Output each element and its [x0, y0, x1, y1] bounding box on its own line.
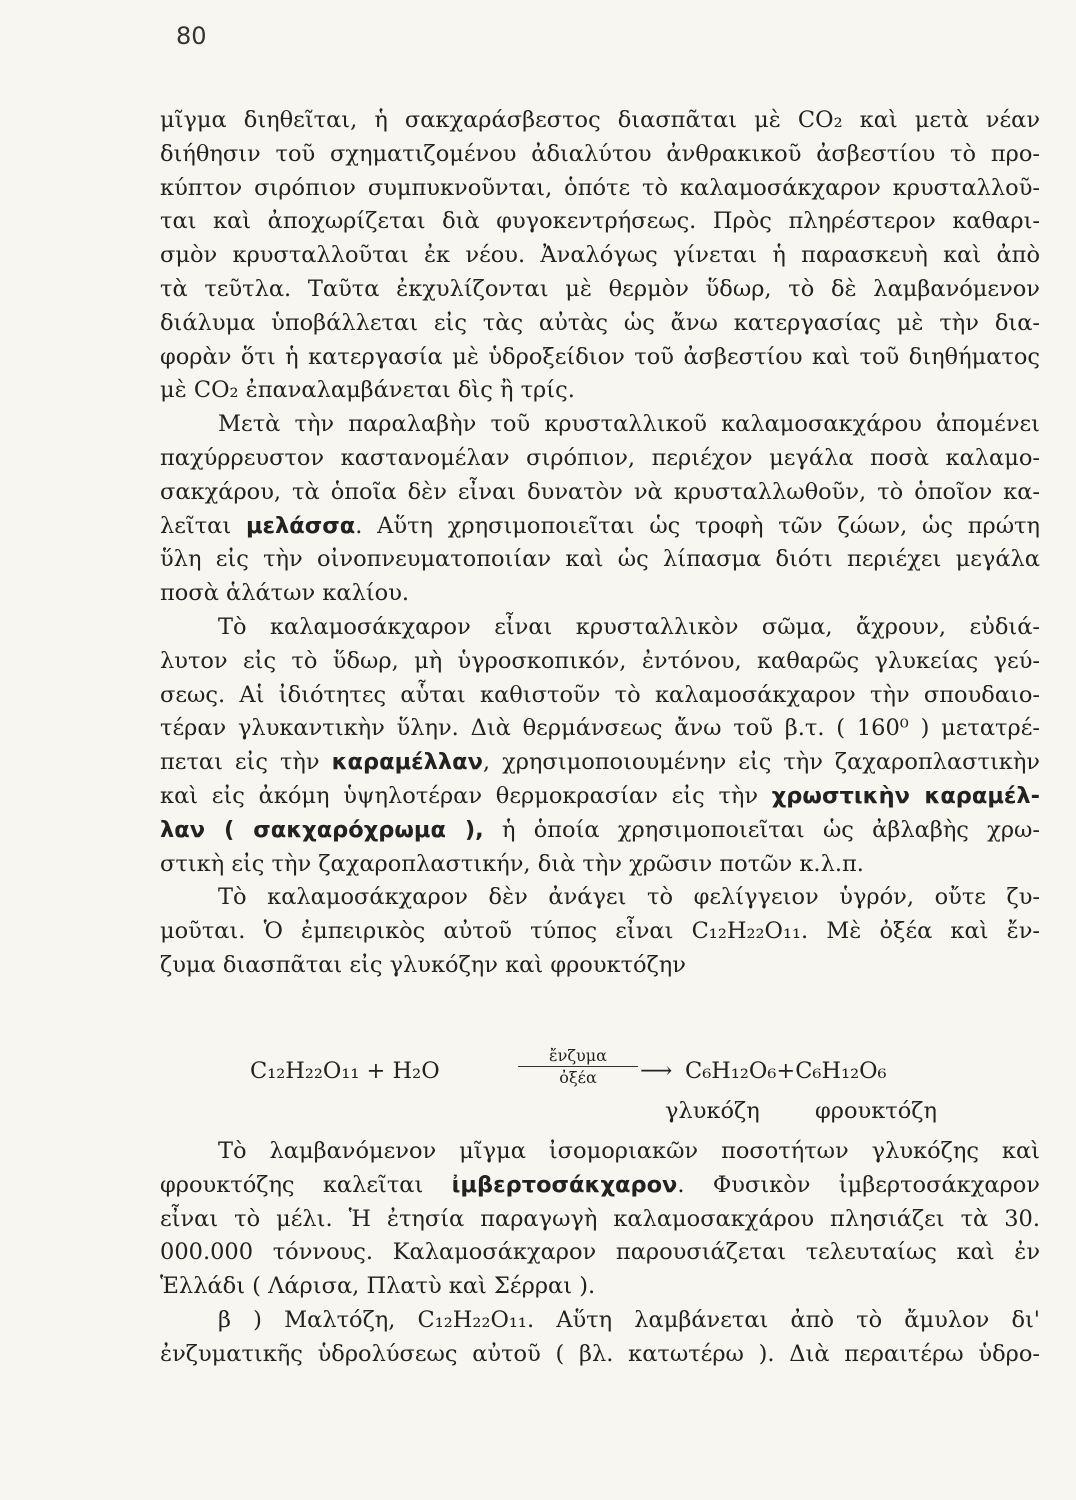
term-invert-sugar: ἰμβερτοσάκχαρον	[451, 1171, 678, 1198]
body-text-upper	[160, 104, 1040, 983]
text-line: ὕλη εἰς τὴν οἰνοπνευματοποιίαν καὶ ὡς λίπασμα διότι περιέχει μεγάλα	[160, 546, 1040, 573]
text-line: φρουκτόζης καλεῖται ἰμβερτοσάκχαρον. Φυσικὸν ἰμβερτοσάκχαρον	[160, 1171, 1040, 1198]
condition-enzyme: ἔνζυμα	[518, 1046, 638, 1067]
body-text-lower	[160, 1135, 1040, 1372]
text-line: λαν ( σακχαρόχρωμα ), ἡ ὁποία χρησιμοποιεῖται ὡς ἀβλαβὴς χρω-	[160, 816, 1040, 843]
text-line: ποσὰ ἁλάτων καλίου.	[160, 580, 410, 607]
text-line: Τὸ καλαμοσάκχαρον δὲν ἀνάγει τὸ φελίγγειον ὑγρόν, οὔτε ζυ-	[218, 884, 1040, 911]
equation-conditions	[518, 1046, 638, 1087]
equation-reactants: C₁₂H₂₂O₁₁ + H₂O	[250, 1058, 440, 1084]
text-line: Τὸ λαμβανόμενον μῖγμα ἰσομοριακῶν ποσοτήτων γλυκόζης καὶ	[218, 1138, 1040, 1164]
text-line: διήθησιν τοῦ σχηματιζομένου ἀδιαλύτου ἀνθρακικοῦ ἀσβεστίου τὸ προ-	[160, 140, 1040, 167]
equation-products: C₆H₁₂O₆+C₆H₁₂O₆	[685, 1058, 887, 1084]
text-line: ζυμα διασπᾶται εἰς γλυκόζην καὶ φρουκτόζην	[160, 951, 686, 978]
text-line: σακχάρου, τὰ ὁποῖα δὲν εἶναι δυνατὸν νὰ κρυσταλλωθοῦν, τὸ ὁποῖον κα-	[160, 478, 1040, 505]
reaction-arrow-icon: ⟶	[640, 1058, 673, 1084]
text-line: ἐνζυματικῆς ὑδρολύσεως αὐτοῦ ( βλ. κατωτέρω ). Διὰ περαιτέρω ὑδρο-	[160, 1340, 1040, 1367]
term-melassa: μελάσσα	[245, 512, 356, 539]
text-line: μῖγμα διηθεῖται, ἡ σακχαράσβεστος διασπᾶται μὲ CO₂ καὶ μετὰ νέαν	[160, 107, 1040, 133]
term-sakcharochroma: λαν ( σακχαρόχρωμα ),	[160, 816, 484, 843]
text-line: φορὰν ὅτι ἡ κατεργασία μὲ ὑδροξείδιον τοῦ ἀσβεστίου καὶ τοῦ διηθήματος	[160, 343, 1040, 370]
text-line: παχύρρευστον καστανομέλαν σιρόπιον, περιέχον μεγάλα ποσὰ καλαμο-	[160, 444, 1040, 471]
text-line: στικὴ εἰς τὴν ζαχαροπλαστικήν, διὰ τὴν χρῶσιν ποτῶν κ.λ.π.	[160, 850, 864, 877]
text-line: Μετὰ τὴν παραλαβὴν τοῦ κρυσταλλικοῦ καλαμοσακχάρου ἀπομένει	[218, 411, 1040, 438]
text-line: Ἑλλάδι ( Λάρισα, Πλατὺ καὶ Σέρραι ).	[160, 1273, 596, 1300]
text-line: τὰ τεῦτλα. Ταῦτα ἐκχυλίζονται μὲ θερμὸν ὕδωρ, τὸ δὲ λαμβανόμενον	[160, 275, 1040, 302]
product-name-fructose: φρουκτόζη	[815, 1098, 937, 1124]
product-name-glucose: γλυκόζη	[665, 1098, 760, 1124]
text-line: β ) Μαλτόζη, C₁₂H₂₂O₁₁. Αὕτη λαμβάνεται ἀπὸ τὸ ἄμυλον δι'	[218, 1306, 1040, 1333]
text-line: λεῖται μελάσσα. Αὕτη χρησιμοποιεῖται ὡς τροφὴ τῶν ζώων, ὡς πρώτη	[160, 512, 1040, 539]
text-line: πεται εἰς τὴν καραμέλλαν, χρησιμοποιουμένην εἰς τὴν ζαχαροπλαστικὴν	[160, 749, 1040, 776]
text-line: μὲ CO₂ ἐπαναλαμβάνεται δὶς ἢ τρίς.	[160, 377, 575, 404]
text-line: σεως. Αἱ ἰδιότητες αὗται καθιστοῦν τὸ καλαμοσάκχαρον τὴν σπουδαιο-	[160, 681, 1040, 708]
page-number: 80	[176, 22, 207, 50]
text-line: κύπτον σιρόπιον συμπυκνοῦνται, ὁπότε τὸ καλαμοσάκχαρον κρυσταλλοῦ-	[160, 174, 1040, 201]
condition-acid: ὀξέα	[559, 1068, 597, 1087]
text-line: τέραν γλυκαντικὴν ὕλην. Διὰ θερμάνσεως ἄνω τοῦ β.τ. ( 160⁰ ) μετατρέ-	[160, 715, 1040, 742]
text-line: λυτον εἰς τὸ ὕδωρ, μὴ ὑγροσκοπικόν, ἐντόνου, καθαρῶς γλυκείας γεύ-	[160, 647, 1040, 674]
text-line: καὶ εἰς ἀκόμη ὑψηλοτέραν θερμοκρασίαν εἰς τὴν χρωστικὴν καραμέλ-	[160, 782, 1041, 809]
term-color-caramel: χρωστικὴν καραμέλ-	[771, 782, 1041, 809]
text-line: Τὸ καλαμοσάκχαρον εἶναι κρυσταλλικὸν σῶμα, ἄχρουν, εὐδιά-	[218, 613, 1040, 640]
text-line: μοῦται. Ὁ ἐμπειρικὸς αὐτοῦ τύπος εἶναι C₁₂H₂₂O₁₁. Μὲ ὀξέα καὶ ἔν-	[160, 918, 1040, 945]
text-line: ται καὶ ἀποχωρίζεται διὰ φυγοκεντρήσεως. Πρὸς πληρέστερον καθαρι-	[160, 208, 1040, 235]
text-line: 000.000 τόννους. Καλαμοσάκχαρον παρουσιάζεται τελευταίως καὶ ἐν	[160, 1239, 1040, 1266]
chemical-equation	[160, 1040, 1040, 1130]
text-line: σμὸν κρυσταλλοῦται ἐκ νέου. Ἀναλόγως γίνεται ἡ παρασκευὴ καὶ ἀπὸ	[160, 242, 1040, 269]
term-caramel: καραμέλλαν	[331, 749, 483, 776]
text-line: εἶναι τὸ μέλι. Ἡ ἐτησία παραγωγὴ καλαμοσακχάρου πλησιάζει τὰ 30.	[160, 1205, 1040, 1232]
text-line: διάλυμα ὑποβάλλεται εἰς τὰς αὐτὰς ὡς ἄνω κατεργασίας μὲ τὴν δια-	[160, 309, 1040, 336]
